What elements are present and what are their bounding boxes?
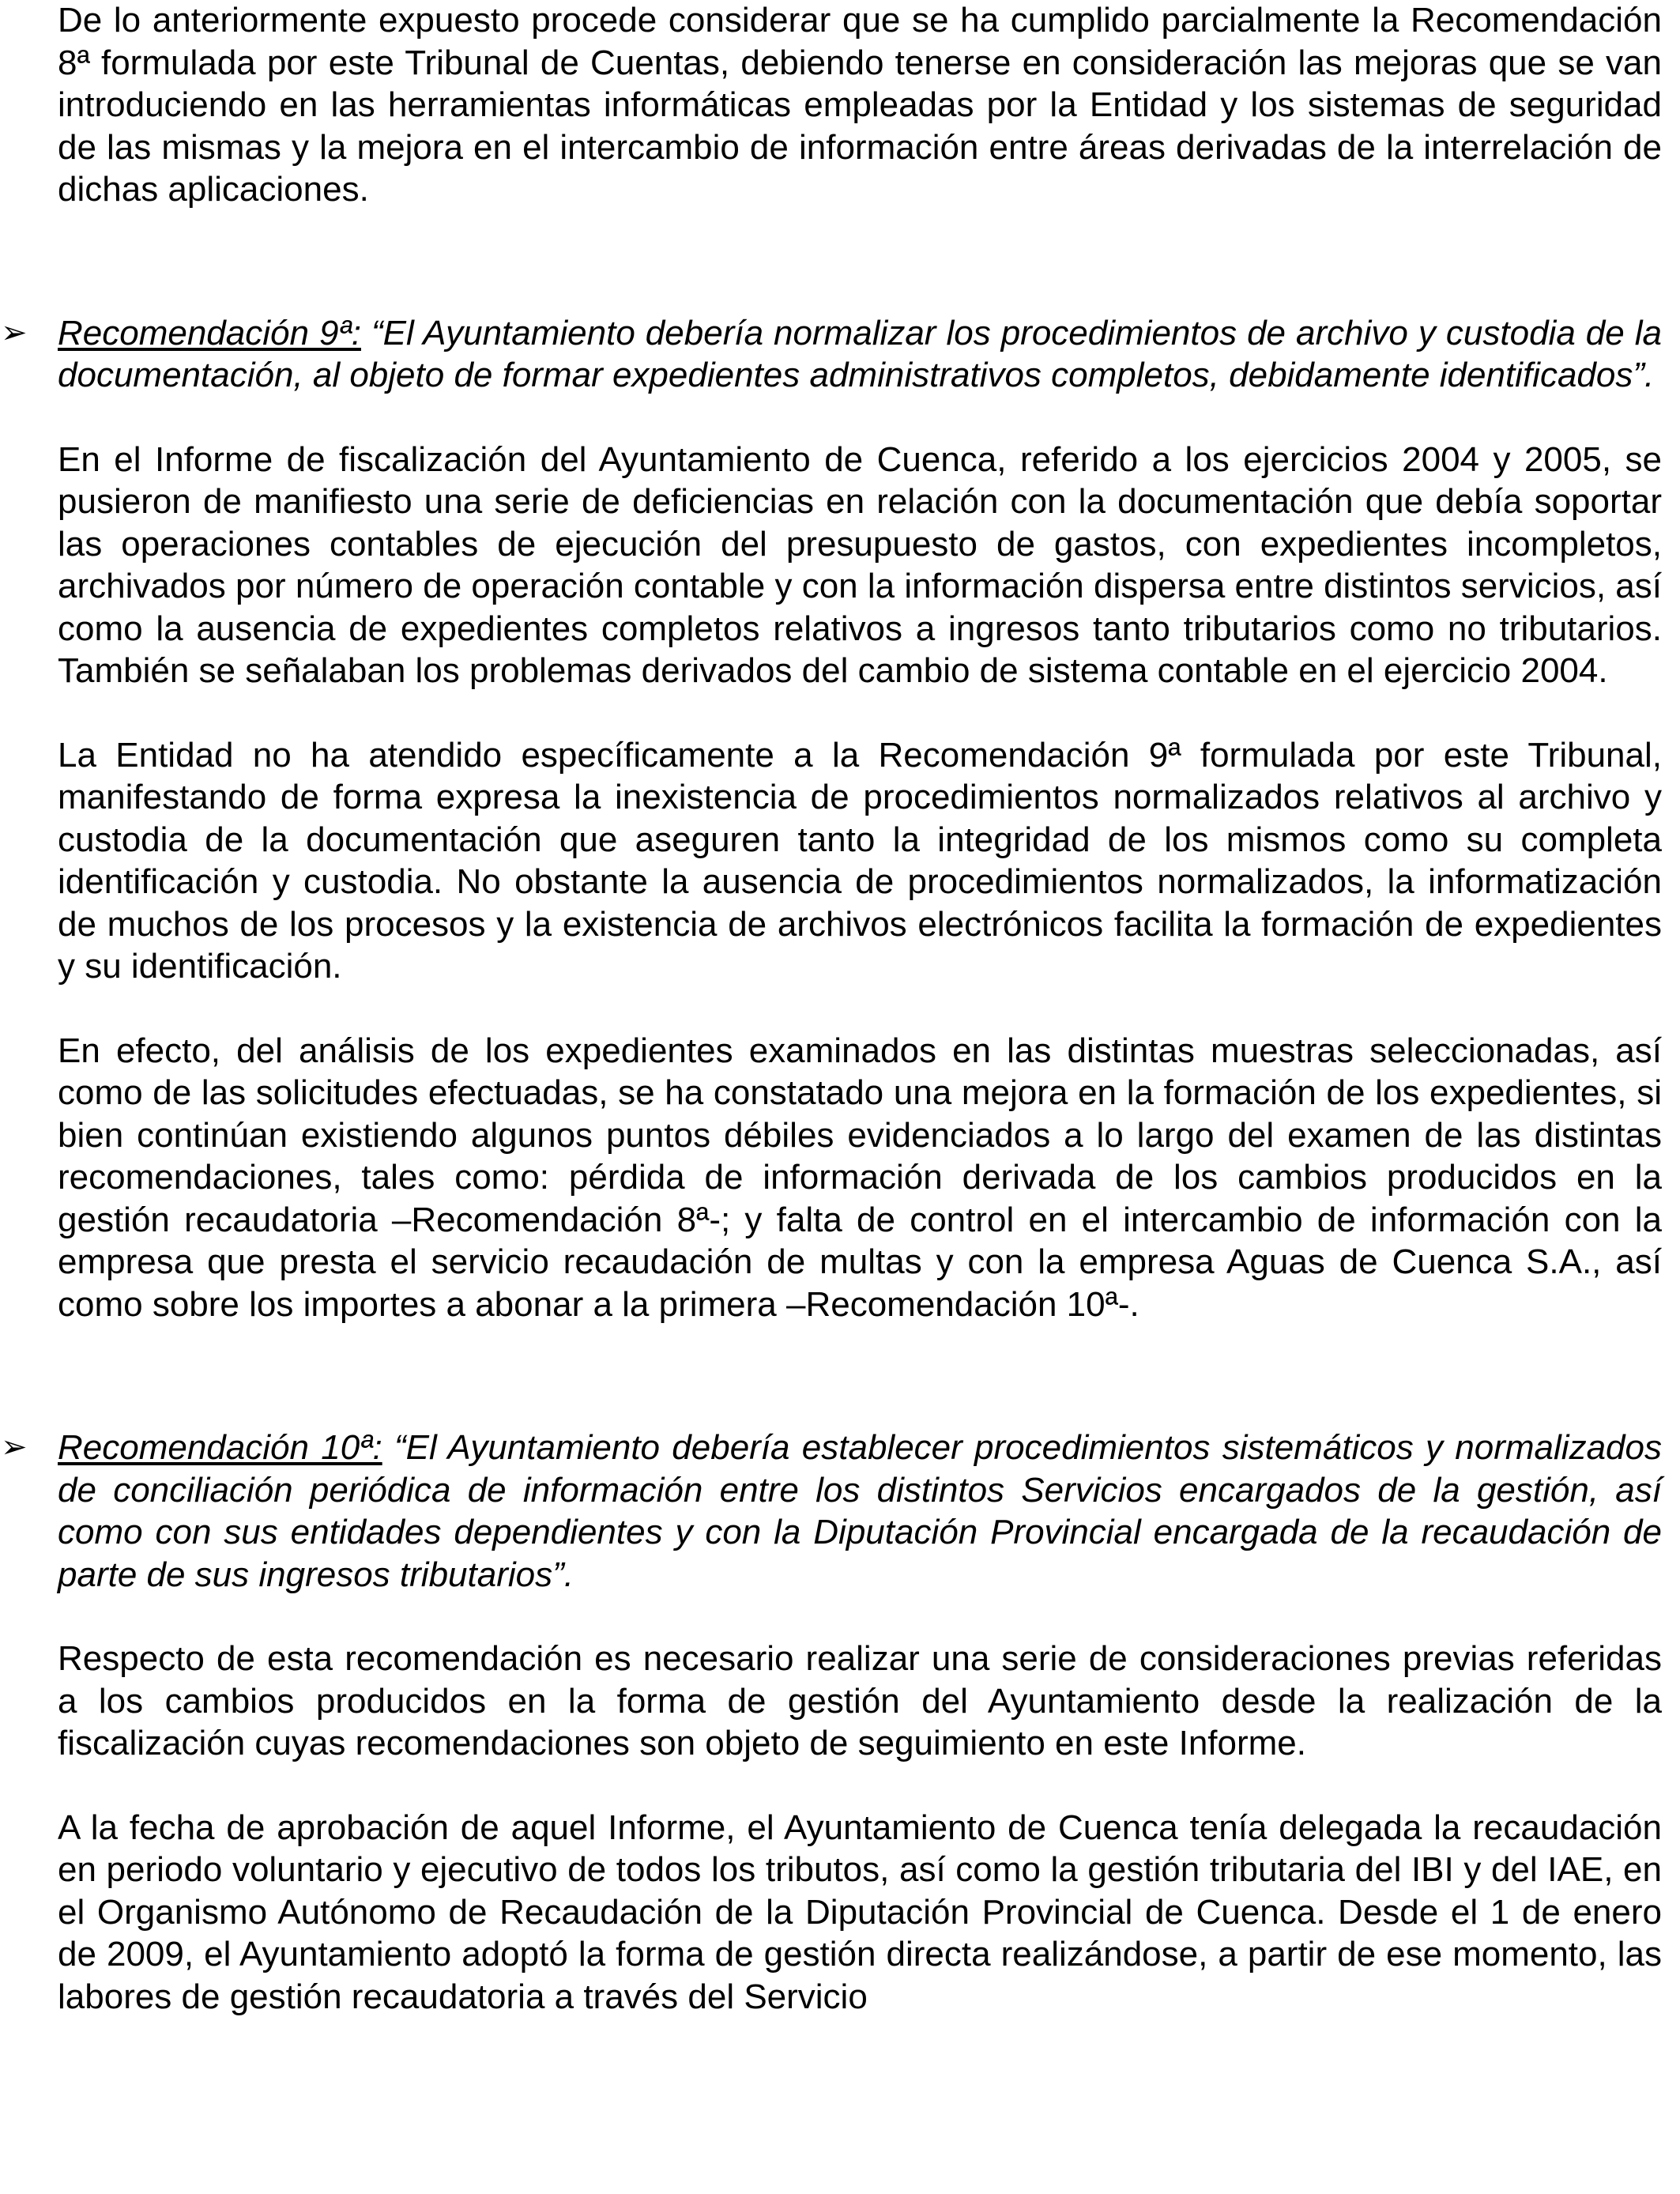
recommendation-9-label: Recomendación 9ª:: [58, 313, 361, 352]
arrow-bullet-icon: ➢: [1, 315, 28, 350]
recommendation-9: [1, 312, 1662, 397]
paragraph-informe-fiscalizacion: En el Informe de fiscalización del Ayuntamiento de Cuenca, referido a los ejercicios 2004 y 2005, se pusieron de manifiesto una serie de deficiencias en relación con la documentación que debía soportar las operaciones contables de ejecución del presupuesto de gastos, con expedientes incompletos, archivados por número de operación contable y con la información dispersa entre distintos servicios, así como la ausencia de expedientes completos relativos a ingresos tanto tributarios como no tributarios. También se señalaban los problemas derivados del cambio de sistema contable en el ejercicio 2004.: [58, 439, 1662, 690]
recommendation-10-label: Recomendación 10ª:: [58, 1428, 382, 1467]
recommendation-10: [1, 1427, 1662, 1596]
recommendation-10-text: “El Ayuntamiento debería establecer procedimientos sistemáticos y normalizados de conciliación periódica de información entre los distintos Servicios encargados de la gestión, así como con sus entidades dependientes y con la Diputación Provincial encargada de la recaudación de parte de sus ingresos tributarios”.: [58, 1428, 1662, 1594]
paragraph-consideraciones-previas: Respecto de esta recomendación es necesario realizar una serie de consideraciones previas referidas a los cambios producidos en la forma de gestión del Ayuntamiento desde la realización de la fiscalización cuyas recomendaciones son objeto de seguimiento en este Informe.: [58, 1639, 1662, 1762]
arrow-bullet-icon: ➢: [1, 1430, 28, 1465]
paragraph-analisis-expedientes: En efecto, del análisis de los expedientes examinados en las distintas muestras seleccionadas, así como de las solicitudes efectuadas, se ha constatado una mejora en la formación de los expedientes, si bien continúan existiendo algunos puntos débiles evidenciados a lo largo del examen de las distintas recomendaciones, tales como: pérdida de información derivada de los cambios producidos en la gestión recaudatoria –Recomendación 8ª-; y falta de control en el intercambio de información con la empresa que presta el servicio recaudación de multas y con la empresa Aguas de Cuenca S.A., así como sobre los importes a abonar a la primera –Recomendación 10ª-.: [58, 1031, 1662, 1324]
recommendation-9-text: “El Ayuntamiento debería normalizar los procedimientos de archivo y custodia de la documentación, al objeto de formar expedientes administrativos completos, debidamente identificados”.: [58, 313, 1662, 394]
paragraph-fecha-aprobacion: A la fecha de aprobación de aquel Informe, el Ayuntamiento de Cuenca tenía delegada la recaudación en periodo voluntario y ejecutivo de todos los tributos, así como la gestión tributaria del IBI y del IAE, en el Organismo Autónomo de Recaudación de la Diputación Provincial de Cuenca. Desde el 1 de enero de 2009, el Ayuntamiento adoptó la forma de gestión directa realizándose, a partir de ese momento, las labores de gestión recaudatoria a través del Servicio: [58, 1808, 1662, 2016]
paragraph-conclusion-rec-8: De lo anteriormente expuesto procede considerar que se ha cumplido parcialmente la Recomendación 8ª formulada por este Tribunal de Cuentas, debiendo tenerse en consideración las mejoras que se van introduciendo en las herramientas informáticas empleadas por la Entidad y los sistemas de seguridad de las mismas y la mejora en el intercambio de información entre áreas derivadas de la interrelación de dichas aplicaciones.: [58, 1, 1662, 209]
document-page: [1, 0, 1662, 2018]
paragraph-entidad-no-atendido: La Entidad no ha atendido específicamente a la Recomendación 9ª formulada por este Tribunal, manifestando de forma expresa la inexistencia de procedimientos normalizados relativos al archivo y custodia de la documentación que aseguren tanto la integridad de los mismos como su completa identificación y custodia. No obstante la ausencia de procedimientos normalizados, la informatización de muchos de los procesos y la existencia de archivos electrónicos facilita la formación de expedientes y su identificación.: [58, 735, 1662, 986]
